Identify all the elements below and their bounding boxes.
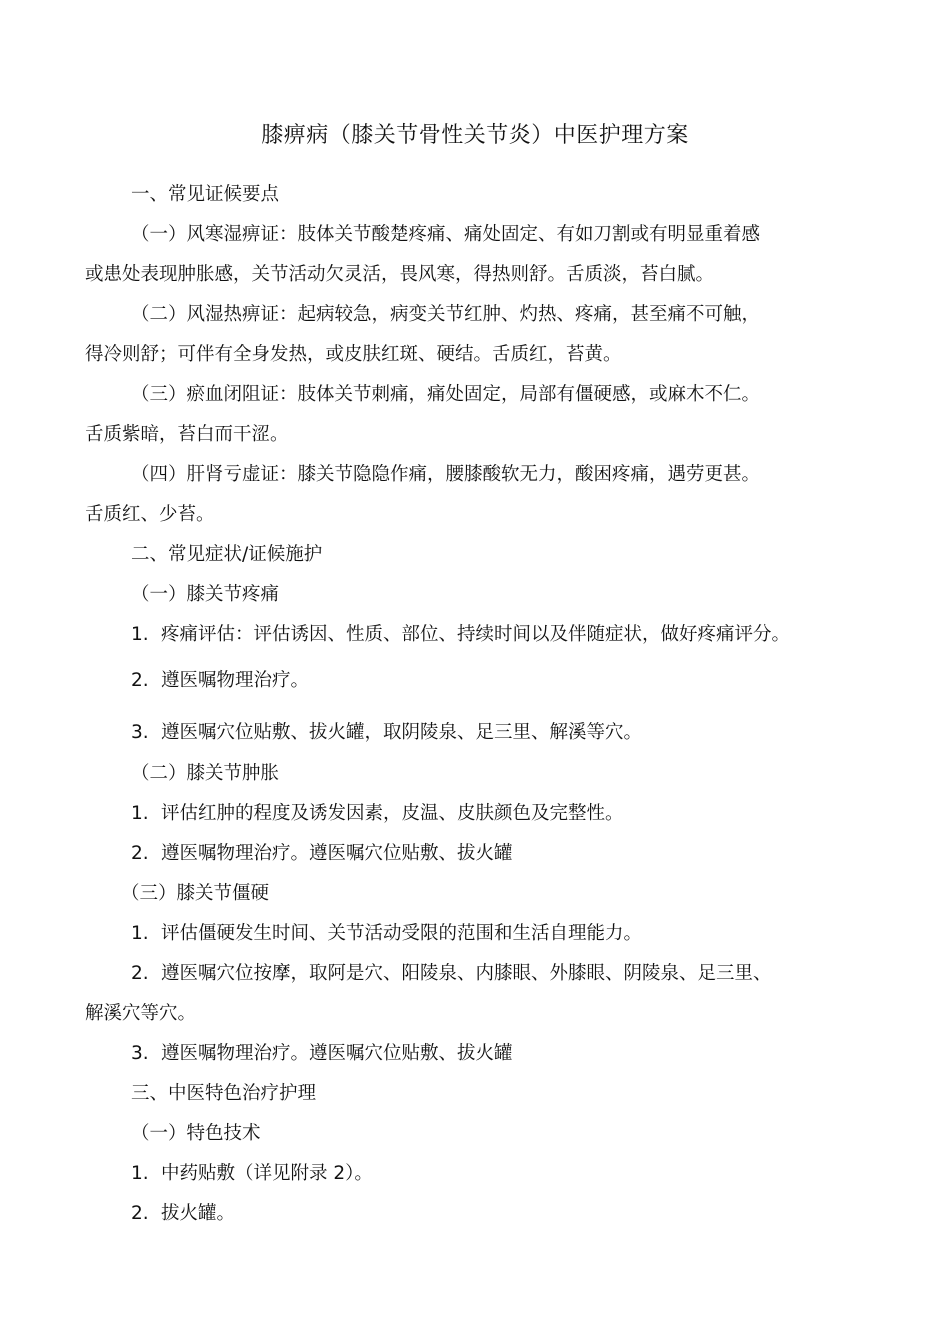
syndrome-4-line-1: （四）肝肾亏虚证：膝关节隐隐作痛，腰膝酸软无力，酸困疼痛，遇劳更甚。 (131, 464, 761, 485)
list-number: 1. (131, 803, 149, 824)
section-1-heading: 一、常见证候要点 (131, 184, 280, 205)
list-text: 评估僵硬发生时间、关节活动受限的范围和生活自理能力。 (161, 923, 643, 944)
list-number: 2. (131, 1203, 149, 1224)
syndrome-2-line-1: （二）风湿热痹证：起病较急，病变关节红肿、灼热、疼痛，甚至痛不可触， (131, 304, 761, 325)
syndrome-3-line-2: 舌质紫暗，苔白而干涩。 (85, 424, 289, 445)
syndrome-1-line-1: （一）风寒湿痹证：肢体关节酸楚疼痛、痛处固定、有如刀割或有明显重着感 (131, 224, 761, 245)
list-item (131, 668, 309, 694)
list-number: 2. (131, 963, 149, 984)
list-item (131, 1161, 373, 1187)
list-item (131, 1201, 235, 1227)
subsection-knee-stiffness: （三）膝关节僵硬 (121, 883, 270, 904)
list-number: 1. (131, 923, 149, 944)
list-number: 2. (131, 843, 149, 864)
subsection-knee-pain: （一）膝关节疼痛 (131, 584, 280, 605)
list-number: 1. (131, 1163, 149, 1184)
list-item (131, 961, 772, 987)
list-text: 遵医嘱穴位按摩，取阿是穴、阳陵泉、内膝眼、外膝眼、阴陵泉、足三里、 (161, 963, 772, 984)
list-number: 2. (131, 670, 149, 691)
list-item (131, 801, 624, 827)
list-text: 遵医嘱物理治疗。遵医嘱穴位贴敷、拔火罐 (161, 843, 513, 864)
list-text: 遵医嘱物理治疗。遵医嘱穴位贴敷、拔火罐 (161, 1043, 513, 1064)
subsection-special-techniques: （一）特色技术 (131, 1123, 261, 1144)
list-item (131, 622, 790, 648)
syndrome-4-line-2: 舌质红、少苔。 (85, 504, 215, 525)
section-2-heading: 二、常见症状/证候施护 (131, 544, 323, 565)
list-item (131, 921, 642, 947)
list-text: 遵医嘱物理治疗。 (161, 670, 310, 691)
list-text: 拔火罐。 (161, 1203, 236, 1224)
list-item-continuation: 解溪穴等穴。 (85, 1003, 197, 1024)
list-item (131, 841, 513, 867)
list-item (131, 1041, 513, 1067)
subsection-knee-swelling: （二）膝关节肿胀 (131, 763, 280, 784)
list-number: 3. (131, 1043, 149, 1064)
document-title: 膝痹病（膝关节骨性关节炎）中医护理方案 (261, 123, 689, 148)
syndrome-2-line-2: 得冷则舒；可伴有全身发热，或皮肤红斑、硬结。舌质红，苔黄。 (85, 344, 622, 365)
list-number: 1. (131, 624, 149, 645)
list-text: 评估红肿的程度及诱发因素，皮温、皮肤颜色及完整性。 (161, 803, 624, 824)
list-number: 3. (131, 722, 149, 743)
list-text: 遵医嘱穴位贴敷、拔火罐，取阴陵泉、足三里、解溪等穴。 (161, 722, 643, 743)
list-text: 疼痛评估：评估诱因、性质、部位、持续时间以及伴随症状，做好疼痛评分。 (161, 624, 791, 645)
syndrome-1-line-2: 或患处表现肿胀感，关节活动欠灵活，畏风寒，得热则舒。舌质淡，苔白腻。 (85, 264, 715, 285)
list-text: 中药贴敷（详见附录 2）。 (161, 1163, 373, 1184)
list-item (131, 720, 642, 746)
section-3-heading: 三、中医特色治疗护理 (131, 1083, 317, 1104)
syndrome-3-line-1: （三）瘀血闭阻证：肢体关节刺痛，痛处固定，局部有僵硬感，或麻木不仁。 (131, 384, 761, 405)
